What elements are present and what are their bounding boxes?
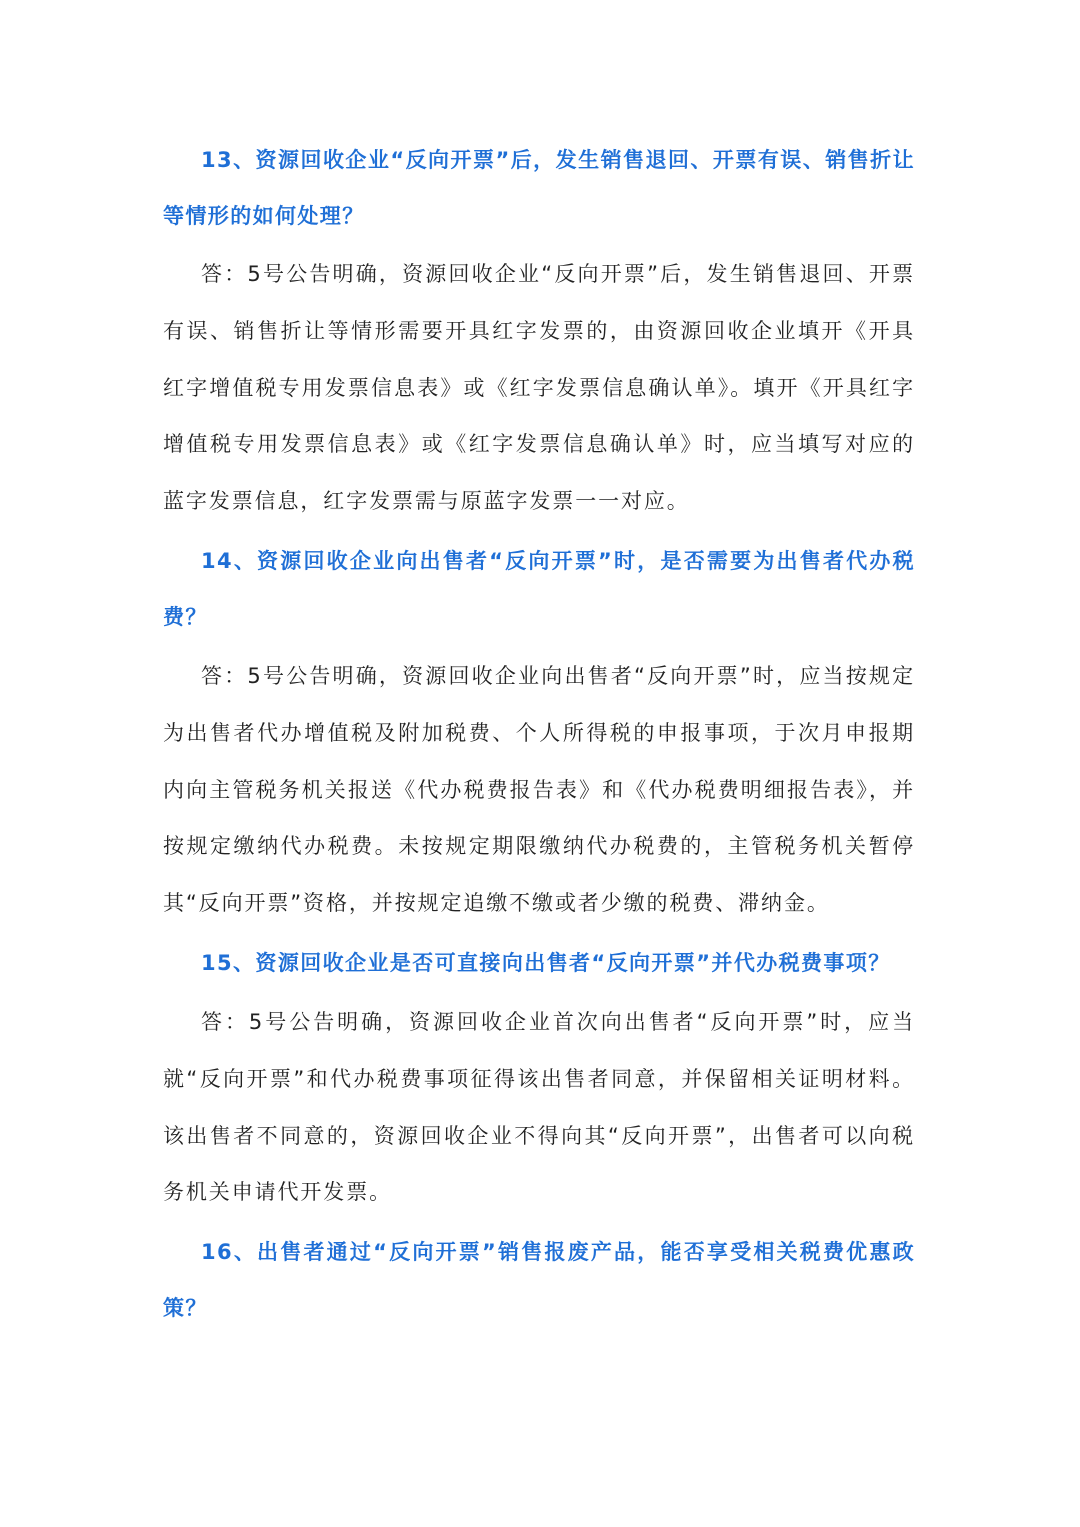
question-14: 14、资源回收企业向出售者“反向开票”时，是否需要为出售者代办税费？ [163, 548, 915, 629]
question-16: 16、出售者通过“反向开票”销售报废产品，能否享受相关税费优惠政策？ [163, 1240, 915, 1321]
answer-15: 答：5号公告明确，资源回收企业首次向出售者“反向开票”时，应当就“反向开票”和代办税费事项征得该出售者同意，并保留相关证明材料。该出售者不同意的，资源回收企业不得向其“反向开票”，出售者可以向税务机关申请代开发票。 [163, 1009, 915, 1205]
answer-14: 答：5号公告明确，资源回收企业向出售者“反向开票”时，应当按规定为出售者代办增值税及附加税费、个人所得税的申报事项，于次月申报期内向主管税务机关报送《代办税费报告表》和《代办税费明细报告表》，并按规定缴纳代办税费。未按规定期限缴纳代办税费的，主管税务机关暂停其“反向开票”资格，并按规定追缴不缴或者少缴的税费、滞纳金。 [163, 663, 915, 916]
question-15: 15、资源回收企业是否可直接向出售者“反向开票”并代办税费事项？ [201, 950, 891, 975]
question-13: 13、资源回收企业“反向开票”后，发生销售退回、开票有误、销售折让等情形的如何处理？ [163, 148, 915, 228]
answer-13: 答：5号公告明确，资源回收企业“反向开票”后，发生销售退回、开票有误、销售折让等情形需要开具红字发票的，由资源回收企业填开《开具红字增值税专用发票信息表》或《红字发票信息确认单》。填开《开具红字增值税专用发票信息表》或《红字发票信息确认单》时，应当填写对应的蓝字发票信息，红字发票需与原蓝字发票一一对应。 [163, 262, 915, 514]
document-page [163, 132, 915, 1336]
